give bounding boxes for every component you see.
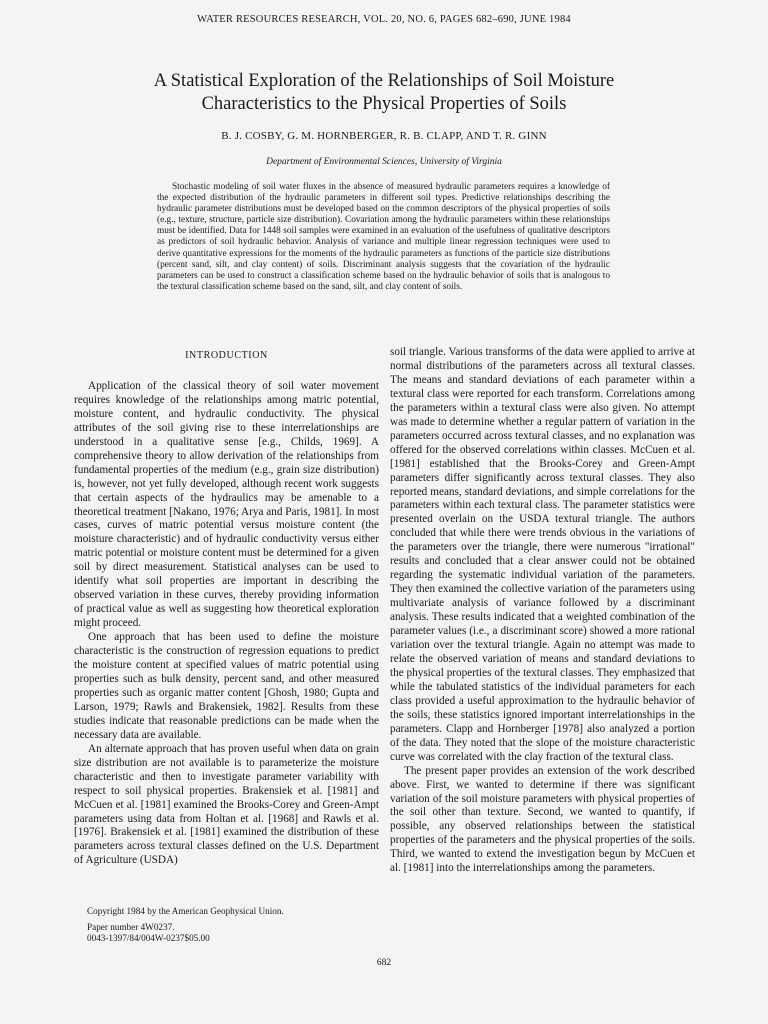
paragraph: soil triangle. Various transforms of the data were applied to arrive at normal distributions of the parameters across all textural classes. The means and standard deviations of each parameter within a textural class were reported for each transform. Correlations among the parameters within a textural class were also given. No attempt was made to determine whether a regular pattern of variation in the parameters occurred across textural classes, and no explanation was offered for the observed correlations within classes. McCuen et al. [1981] established that the Brooks-Corey and Green-Ampt parameters differ significantly across textural classes. They also reported means, standard deviations, and simple correlations for the parameters within each textural class. The parameter statistics were presented overlain on the USDA textural triangle. The authors concluded that while there were trends obvious in the variations of the parameters over the triangle, there were numerous "irrational" results and concluded that a clear answer could not be obtained regarding the systematic individual variation of the parameters. They then examined the collective variation of the parameters using multivariate analysis of variance followed by a discriminant analysis. These results indicated that a weighted combination of the parameter values (i.e., a discriminant score) showed a more rational variation over the textural triangle. Again no attempt was made to relate the observed variation of means and standard deviations to the physical properties of the textural classes. They emphasized that while the tabulated statistics of the individual parameters for each class provided a useful approximation to the hydraulic behavior of the soils, these statistics ignored important interrelationships in the parameters. Clapp and Hornberger [1978] also analyzed a portion of the data. They noted that the slope of the moisture characteristic curve was correlated with the clay fraction of the textural class. (390, 346, 695, 763)
paragraph: One approach that has been used to define the moisture characteristic is the construction of regression equations to predict the moisture content at specified values of matric potential using properties such as bulk density, percent sand, and other measured properties such as organic matter content [Ghosh, 1980; Gupta and Larson, 1979; Rawls and Brakensiek, 1982]. Results from these studies indicate that reasonable predictions can be made when the necessary data are available. (74, 631, 379, 741)
abstract: Stochastic modeling of soil water fluxes in the absence of measured hydraulic parameters requires a knowledge of the expected distribution of the hydraulic parameters in different soil types. Predictive relationships describing the hydraulic parameter distributions must be developed based on the common descriptors of the physical properties of soils (e.g., texture, structure, particle size distribution). Covariation among the hydraulic parameters within these relationships must be identified. Data for 1448 soil samples were examined in an evaluation of the usefulness of qualitative descriptors as predictors of soil hydraulic behavior. Analysis of variance and multiple linear regression techniques were used to derive quantitative expressions for the moments of the hydraulic parameters as functions of the particle size distributions (percent sand, silt, and clay content) of soils. Discriminant analysis suggests that the covariation of the hydraulic parameters can be used to construct a classification scheme based on the hydraulic behavior of soils that is analogous to the textural classification scheme based on the sand, silt, and clay content of soils. (157, 182, 610, 292)
paper-title (60, 70, 708, 116)
paragraph: An alternate approach that has proven useful when data on grain size distribution are not available is to parameterize the moisture characteristic and then to investigate parameter variability with respect to soil physical properties. Brakensiek et al. [1981] and McCuen et al. [1981] examined the Brooks-Corey and Green-Ampt parameters using data from Holtan et al. [1968] and Rawls et al. [1976]. Brakensiek et al. [1981] examined the distribution of these parameters across textural classes defined on the U.S. Department of Agriculture (USDA) (74, 742, 379, 867)
title-line-2: Characteristics to the Physical Properties of Soils (201, 94, 567, 114)
paper-number: Paper number 4W0237. (87, 922, 175, 932)
author-list: B. J. COSBY, G. M. HORNBERGER, R. B. CLAPP, AND T. R. GINN (221, 130, 547, 142)
section-heading: INTRODUCTION (185, 350, 268, 361)
paper-code: 0043-1397/84/004W-0237$05.00 (87, 933, 210, 943)
journal-header: WATER RESOURCES RESEARCH, VOL. 20, NO. 6, PAGES 682–690, JUNE 1984 (197, 14, 571, 25)
copyright-footnote (87, 906, 377, 944)
copyright-line: Copyright 1984 by the American Geophysical Union. (87, 906, 284, 916)
title-line-1: A Statistical Exploration of the Relationships of Soil Moisture (153, 71, 615, 91)
right-column (390, 346, 695, 876)
paragraph: The present paper provides an extension of the work described above. First, we wanted to determine if there was significant variation of the soil moisture parameters with physical properties of the soil other than texture. Second, we wanted to quantify, if possible, any observed relationships between the statistical properties of the parameters and the physical properties of the soils. Third, we wanted to extend the investigation begun by McCuen et al. [1981] into the interrelationships among the parameters. (390, 764, 695, 875)
affiliation: Department of Environmental Sciences, University of Virginia (266, 157, 502, 167)
paragraph: Application of the classical theory of soil water movement requires knowledge of the relationships among matric potential, moisture content, and hydraulic conductivity. The physical attributes of the soil giving rise to these interrelationships are understood in a qualitative sense [e.g., Childs, 1969]. A comprehensive theory to allow derivation of the relationships from fundamental properties of the medium (e.g., grain size distribution) is, however, not yet fully developed, although recent work suggests that certain aspects of the hydraulics may be amenable to a theoretical treatment [Nakano, 1976; Arya and Paris, 1981]. In most cases, curves of matric potential versus moisture content (the moisture characteristic) and of hydraulic conductivity versus either matric potential or moisture content must be determined for a given soil by direct measurement. Statistical analyses can be used to identify what soil properties are important in describing the observed variation in these curves, thereby providing information of practical value as well as suggesting how theoretical exploration might proceed. (74, 379, 379, 630)
left-column (74, 346, 379, 868)
page-number: 682 (376, 958, 392, 968)
